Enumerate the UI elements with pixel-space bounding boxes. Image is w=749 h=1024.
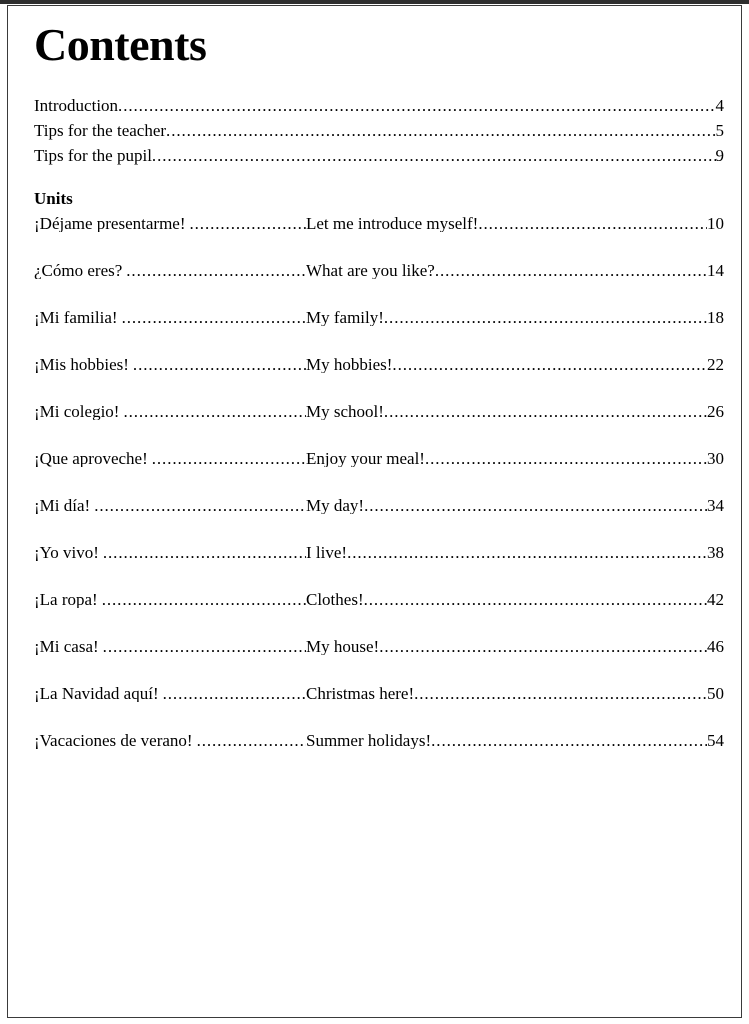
page-title: Contents xyxy=(34,19,207,70)
dot-leader xyxy=(414,685,707,702)
dot-leader xyxy=(163,685,306,702)
unit-english-column xyxy=(306,215,724,232)
unit-title-spanish: ¡Mi familia! xyxy=(34,309,118,326)
dot-leader xyxy=(364,497,707,514)
unit-spanish-column xyxy=(34,403,306,420)
unit-page-number: 30 xyxy=(707,450,724,467)
unit-page-number: 50 xyxy=(707,685,724,702)
unit-page-number: 26 xyxy=(707,403,724,420)
unit-title-spanish: ¡La ropa! xyxy=(34,591,98,608)
units-heading: Units xyxy=(34,189,73,208)
unit-entry[interactable] xyxy=(34,450,724,467)
dot-leader xyxy=(384,403,707,420)
unit-title-spanish: ¡Yo vivo! xyxy=(34,544,99,561)
unit-entry[interactable] xyxy=(34,262,724,279)
toc-entry-page-number: 9 xyxy=(715,146,724,165)
toc-entry-label: Introduction xyxy=(34,96,119,115)
dot-leader xyxy=(431,732,707,749)
toc-entry[interactable] xyxy=(34,122,724,139)
unit-entry[interactable] xyxy=(34,638,724,655)
dot-leader xyxy=(122,309,306,326)
dot-leader xyxy=(102,591,306,608)
dot-leader xyxy=(94,497,306,514)
toc-entry-label: Tips for the teacher xyxy=(34,121,167,140)
unit-title-english: Let me introduce myself! xyxy=(306,215,479,232)
dot-leader xyxy=(425,450,707,467)
unit-english-column xyxy=(306,309,724,326)
unit-title-spanish: ¡Mis hobbies! xyxy=(34,356,129,373)
dot-leader xyxy=(152,450,306,467)
unit-spanish-column xyxy=(34,685,306,702)
dot-leader xyxy=(190,215,307,232)
unit-english-column xyxy=(306,544,724,561)
unit-title-spanish: ¡La Navidad aquí! xyxy=(34,685,159,702)
unit-title-spanish: ¡Mi colegio! xyxy=(34,403,120,420)
unit-entry[interactable] xyxy=(34,591,724,608)
unit-english-column xyxy=(306,403,724,420)
dot-leader xyxy=(166,122,715,139)
unit-title-english: My family! xyxy=(306,309,384,326)
toc-entry-page-number: 5 xyxy=(715,121,724,140)
unit-english-column xyxy=(306,262,724,279)
dot-leader xyxy=(123,403,306,420)
unit-title-spanish: ¿Cómo eres? xyxy=(34,262,123,279)
unit-entry[interactable] xyxy=(34,309,724,326)
unit-english-column xyxy=(306,685,724,702)
unit-title-spanish: ¡Mi día! xyxy=(34,497,91,514)
unit-title-english: Christmas here! xyxy=(306,685,415,702)
unit-spanish-column xyxy=(34,309,306,326)
document-page xyxy=(7,5,742,1018)
unit-title-spanish: ¡Déjame presentarme! xyxy=(34,215,186,232)
unit-entry[interactable] xyxy=(34,497,724,514)
unit-page-number: 42 xyxy=(707,591,724,608)
unit-english-column xyxy=(306,356,724,373)
unit-entry[interactable] xyxy=(34,685,724,702)
unit-title-spanish: ¡Que aproveche! xyxy=(34,450,148,467)
dot-leader xyxy=(103,638,306,655)
unit-entry[interactable] xyxy=(34,215,724,232)
unit-english-column xyxy=(306,497,724,514)
dot-leader xyxy=(392,356,707,373)
dot-leader xyxy=(384,309,707,326)
unit-spanish-column xyxy=(34,638,306,655)
dot-leader xyxy=(347,544,707,561)
unit-title-english: My house! xyxy=(306,638,380,655)
unit-page-number: 18 xyxy=(707,309,724,326)
toc-entry-page-number: 4 xyxy=(715,96,724,115)
dot-leader xyxy=(152,147,716,164)
unit-entry[interactable] xyxy=(34,356,724,373)
unit-title-english: Enjoy your meal! xyxy=(306,450,425,467)
dot-leader xyxy=(364,591,707,608)
unit-page-number: 46 xyxy=(707,638,724,655)
unit-english-column xyxy=(306,638,724,655)
unit-title-english: My day! xyxy=(306,497,365,514)
dot-leader xyxy=(133,356,306,373)
unit-english-column xyxy=(306,732,724,749)
units-list xyxy=(34,215,724,749)
unit-title-english: My hobbies! xyxy=(306,356,393,373)
unit-title-english: I live! xyxy=(306,544,348,561)
unit-title-spanish: ¡Mi casa! xyxy=(34,638,99,655)
unit-title-english: My school! xyxy=(306,403,384,420)
front-matter-list xyxy=(34,97,724,164)
dot-leader xyxy=(197,732,306,749)
unit-spanish-column xyxy=(34,497,306,514)
unit-page-number: 38 xyxy=(707,544,724,561)
unit-page-number: 22 xyxy=(707,356,724,373)
table-of-contents xyxy=(34,19,724,749)
unit-title-english: Summer holidays! xyxy=(306,732,432,749)
unit-spanish-column xyxy=(34,544,306,561)
unit-page-number: 54 xyxy=(707,732,724,749)
toc-entry-label: Tips for the pupil xyxy=(34,146,152,165)
dot-leader xyxy=(379,638,707,655)
unit-spanish-column xyxy=(34,356,306,373)
unit-english-column xyxy=(306,591,724,608)
unit-english-column xyxy=(306,450,724,467)
dot-leader xyxy=(103,544,306,561)
unit-spanish-column xyxy=(34,262,306,279)
dot-leader xyxy=(478,215,707,232)
unit-spanish-column xyxy=(34,215,306,232)
unit-title-spanish: ¡Vacaciones de verano! xyxy=(34,732,193,749)
unit-page-number: 34 xyxy=(707,497,724,514)
toc-entry[interactable] xyxy=(34,97,724,114)
dot-leader xyxy=(435,262,707,279)
unit-page-number: 14 xyxy=(707,262,724,279)
unit-spanish-column xyxy=(34,450,306,467)
unit-entry[interactable] xyxy=(34,732,724,749)
dot-leader xyxy=(126,262,306,279)
unit-entry[interactable] xyxy=(34,403,724,420)
unit-title-english: Clothes! xyxy=(306,591,364,608)
unit-spanish-column xyxy=(34,591,306,608)
page-top-rule xyxy=(0,0,749,4)
unit-entry[interactable] xyxy=(34,544,724,561)
toc-entry[interactable] xyxy=(34,147,724,164)
dot-leader xyxy=(118,97,715,114)
unit-spanish-column xyxy=(34,732,306,749)
unit-page-number: 10 xyxy=(707,215,724,232)
unit-title-english: What are you like? xyxy=(306,262,435,279)
